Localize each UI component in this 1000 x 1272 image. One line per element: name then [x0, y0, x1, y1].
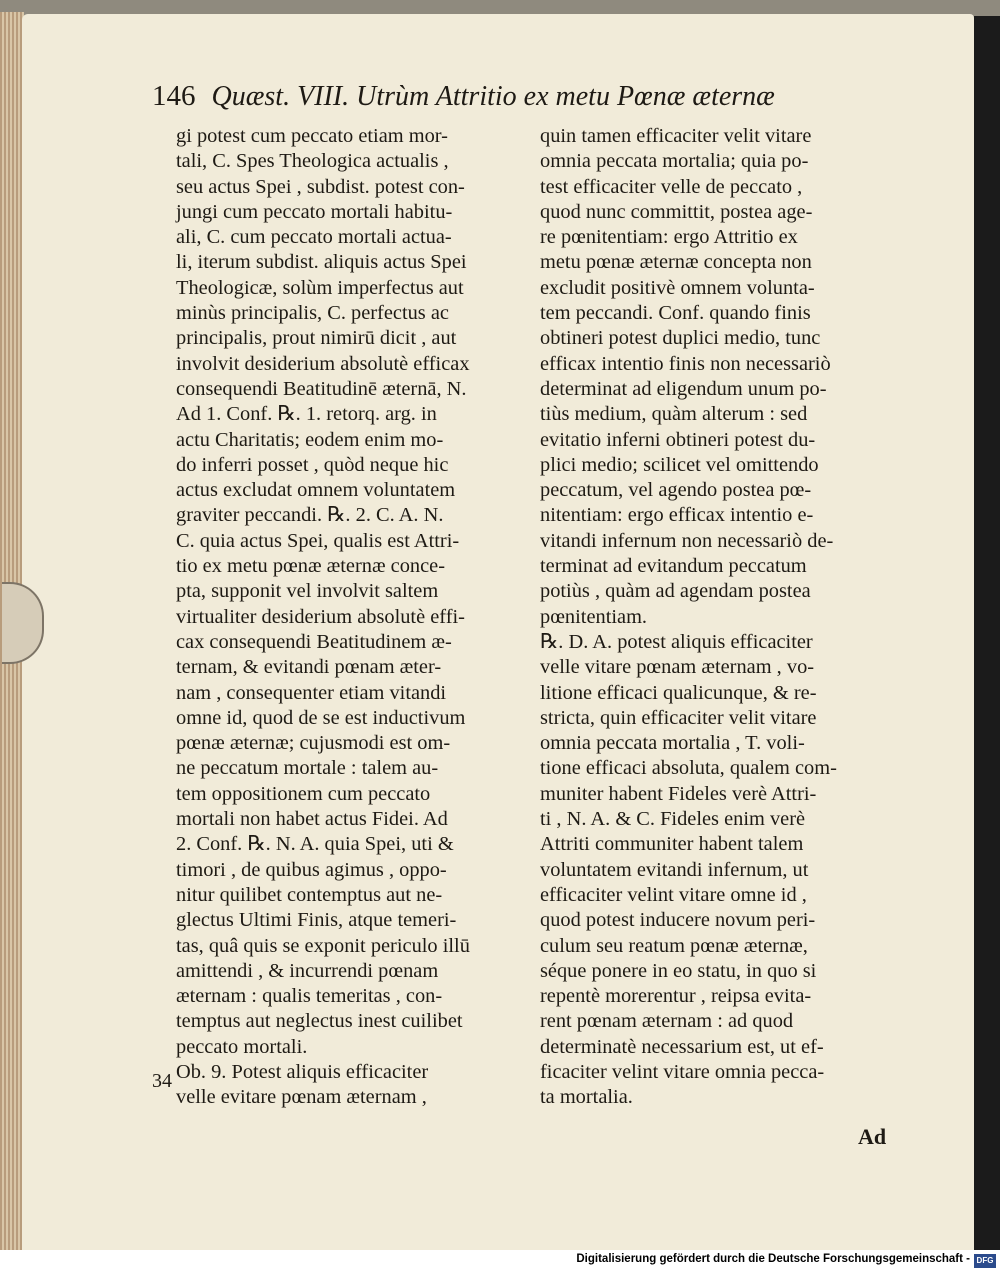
text-line: glectus Ultimi Finis, atque temeri- [176, 909, 457, 932]
footer-bar [0, 1250, 1000, 1272]
text-line: efficax intentio finis non necessariò [540, 352, 831, 375]
text-line: plici medio; scilicet vel omittendo [540, 453, 819, 476]
text-line: determinatè necessarium est, ut ef- [540, 1035, 824, 1058]
text-line: efficaciter velint vitare omne id , [540, 883, 807, 906]
text-line: tione efficaci absoluta, qualem com- [540, 757, 837, 780]
text-line: 2. Conf. ℞. N. A. quia Spei, uti & [176, 833, 454, 856]
marginal-paragraph-number: 34 [152, 1070, 172, 1092]
text-line: nitur quilibet contemptus aut ne- [176, 883, 443, 906]
text-line: virtualiter desiderium absolutè effi- [176, 605, 465, 628]
left-text-column [176, 124, 526, 1111]
text-line: tem oppositionem cum peccato [176, 782, 431, 805]
text-line: Ad 1. Conf. ℞. 1. retorq. arg. in [176, 403, 437, 426]
text-line: peccatum, vel agendo postea pœ- [540, 479, 812, 502]
text-line: quin tamen efficaciter velit vitare [540, 125, 812, 147]
text-line: culum seu reatum pœnæ æternæ, [540, 934, 808, 957]
text-line: minùs principalis, C. perfectus ac [176, 302, 449, 325]
text-line: quod potest inducere novum peri- [540, 909, 816, 932]
text-line: velle vitare pœnam æternam , vo- [540, 656, 815, 679]
text-line: ti , N. A. & C. Fideles enim verè [540, 808, 806, 831]
text-line: muniter habent Fideles verè Attri- [540, 782, 817, 805]
text-line: nitentiam: ergo efficax intentio e- [540, 504, 814, 527]
text-line: amittendi , & incurrendi pœnam [176, 959, 439, 982]
text-line: ta mortalia. [540, 1086, 633, 1109]
text-line: temptus aut neglectus inest cuilibet [176, 1010, 463, 1033]
text-line: pœnitentiam. [540, 605, 648, 628]
text-line: actus excludat omnem voluntatem [176, 479, 456, 502]
text-line: omnia peccata mortalia; quia po- [540, 150, 809, 173]
right-text-column [540, 124, 902, 1111]
text-line: séque ponere in eo statu, in quo si [540, 959, 817, 982]
text-line: ali, C. cum peccato mortali actua- [176, 226, 452, 249]
text-line: Theologicæ, solùm imperfectus aut [176, 276, 464, 299]
text-line: tio ex metu pœnæ æternæ conce- [176, 555, 445, 578]
text-line: vitandi infernum non necessariò de- [540, 529, 834, 552]
text-line: ℞. D. A. potest aliquis efficaciter [540, 630, 813, 653]
digitization-credit: Digitalisierung gefördert durch die Deutsche Forschungsgemeinschaft - [576, 1253, 970, 1265]
text-line: test efficaciter velle de peccato , [540, 175, 803, 198]
text-line: voluntatem evitandi infernum, ut [540, 858, 809, 881]
text-line: evitatio inferni obtineri potest du- [540, 428, 816, 451]
text-line: re pœnitentiam: ergo Attritio ex [540, 226, 798, 249]
text-line: C. quia actus Spei, qualis est Attri- [176, 529, 460, 552]
text-line: ficaciter velint vitare omnia pecca- [540, 1060, 825, 1083]
text-line: pœnæ æternæ; cujusmodi est om- [176, 732, 451, 755]
text-line: litione efficaci qualicunque, & re- [540, 681, 817, 704]
text-line: æternam : qualis temeritas , con- [176, 985, 443, 1008]
text-line: peccato mortali. [176, 1035, 308, 1058]
text-line: nam , consequenter etiam vitandi [176, 681, 447, 704]
text-line: tali, C. Spes Theologica actualis , [176, 150, 449, 173]
text-line: Attriti communiter habent talem [540, 833, 804, 856]
text-line: principalis, prout nimirū dicit , aut [176, 327, 457, 350]
text-line: pta, supponit vel involvit saltem [176, 580, 439, 603]
text-line: repentè morerentur , reipsa evita- [540, 985, 812, 1008]
text-line: velle evitare pœnam æternam , [176, 1086, 427, 1109]
text-line: jungi cum peccato mortali habitu- [176, 200, 453, 223]
text-line: seu actus Spei , subdist. potest con- [176, 175, 465, 198]
text-line: tem peccandi. Conf. quando finis [540, 302, 811, 325]
running-header [152, 80, 852, 120]
text-line: excludit positivè omnem volunta- [540, 276, 815, 299]
text-line: graviter peccandi. ℞. 2. C. A. N. [176, 504, 444, 527]
page-number: 146 [152, 80, 196, 112]
text-line: potiùs , quàm ad agendam postea [540, 580, 811, 603]
binding-shadow [974, 16, 1000, 1250]
text-line: ternam, & evitandi pœnam æter- [176, 656, 442, 679]
text-line: Ob. 9. Potest aliquis efficaciter [176, 1060, 429, 1083]
text-line: quod nunc committit, postea age- [540, 200, 813, 223]
running-title: Quæst. VIII. Utrùm Attritio ex metu Pœnæ æternæ [211, 81, 775, 112]
text-line: omne id, quod de se est inductivum [176, 706, 466, 729]
text-line: tas, quâ quis se exponit periculo illū [176, 934, 470, 957]
text-line: involvit desiderium absolutè efficax [176, 352, 470, 375]
text-line: timori , de quibus agimus , oppo- [176, 858, 447, 881]
text-line: cax consequendi Beatitudinem æ- [176, 630, 452, 653]
text-line: gi potest cum peccato etiam mor- [176, 125, 448, 147]
text-line: stricta, quin efficaciter velit vitare [540, 706, 817, 729]
dfg-logo-icon: DFG [974, 1254, 996, 1268]
text-line: tiùs medium, quàm alterum : sed [540, 403, 808, 426]
text-line: metu pœnæ æternæ concepta non [540, 251, 812, 274]
text-line: consequendi Beatitudinē æternā, N. [176, 377, 467, 400]
text-line: determinat ad eligendum unum po- [540, 377, 827, 400]
text-line: rent pœnam æternam : ad quod [540, 1010, 794, 1033]
text-line: omnia peccata mortalia , T. voli- [540, 732, 805, 755]
text-line: obtineri potest duplici medio, tunc [540, 327, 821, 350]
text-line: actu Charitatis; eodem enim mo- [176, 428, 444, 451]
text-line: terminat ad evitandum peccatum [540, 555, 807, 578]
text-line: do inferri posset , quòd neque hic [176, 453, 449, 476]
text-line: li, iterum subdist. aliquis actus Spei [176, 251, 467, 274]
text-line: mortali non habet actus Fidei. Ad [176, 808, 448, 831]
catchword: Ad [858, 1124, 887, 1149]
text-line: ne peccatum mortale : talem au- [176, 757, 439, 780]
